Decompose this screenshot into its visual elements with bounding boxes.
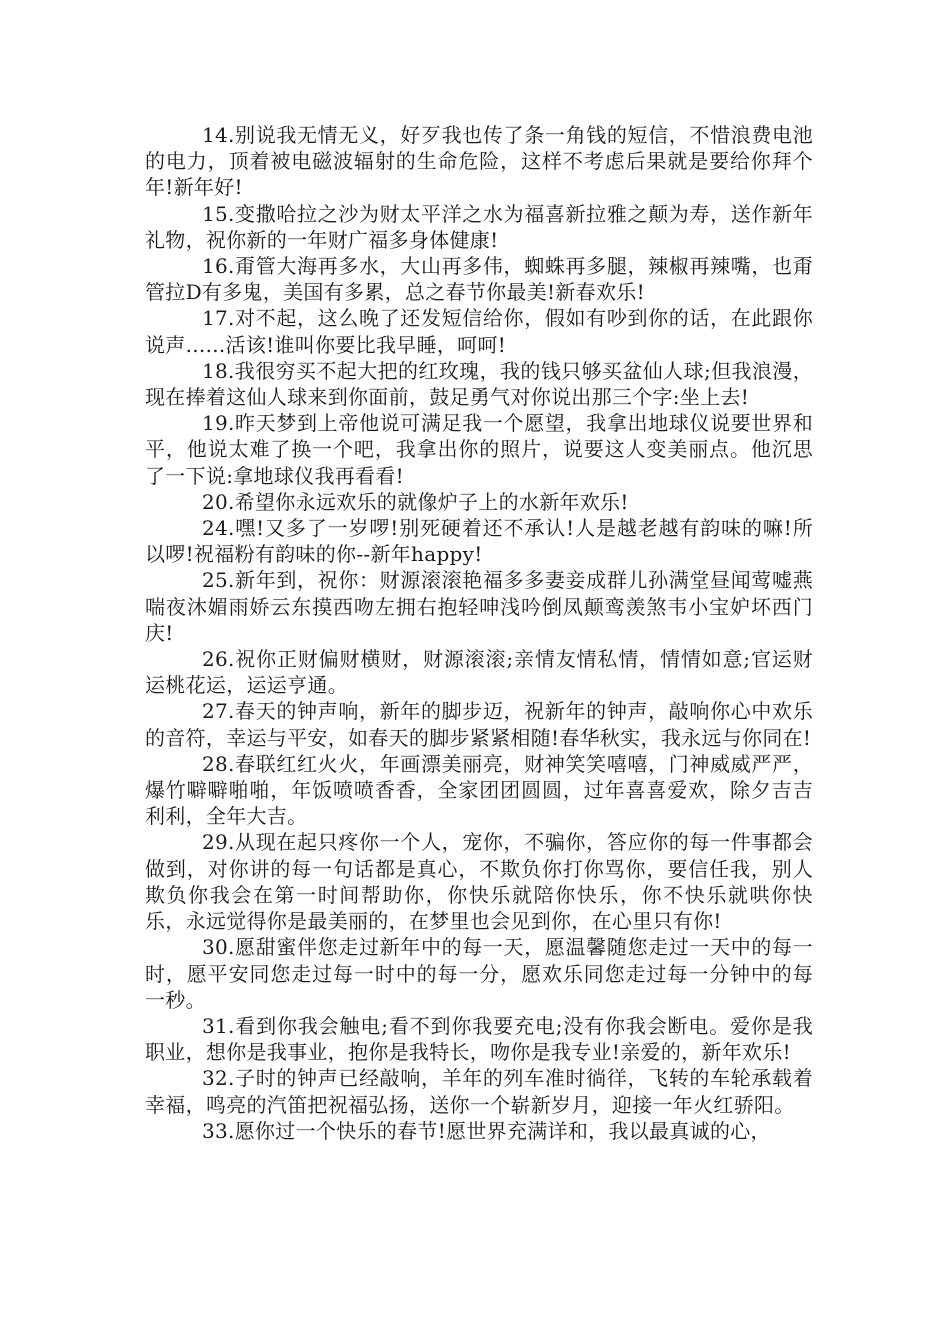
paragraph-29: 29.从现在起只疼你一个人，宠你，不骗你，答应你的每一件事都会做到，对你讲的每一句话都是真心，不欺负你打你骂你，要信任我，别人欺负你我会在第一时间帮助你，你快乐就陪你快乐，你不快乐就哄你快乐，永远觉得你是最美丽的，在梦里也会见到你，在心里只有你! [145,830,813,934]
paragraph-17: 17.对不起，这么晚了还发短信给你，假如有吵到你的话，在此跟你说声......活该!谁叫你要比我早睡，呵呵! [145,306,813,357]
paragraph-26: 26.祝你正财偏财横财，财源滚滚;亲情友情私情，情情如意;官运财运桃花运，运运亨通。 [145,647,813,698]
paragraph-19: 19.昨天梦到上帝他说可满足我一个愿望，我拿出地球仪说要世界和平，他说太难了换一个吧，我拿出你的照片，说要这人变美丽点。他沉思了一下说:拿地球仪我再看看! [145,411,813,488]
paragraph-28: 28.春联红红火火，年画漂美丽亮，财神笑笑嘻嘻，门神威威严严，爆竹噼噼啪啪，年饭喷喷香香，全家团团圆圆，过年喜喜爱欢，除夕吉吉利利，全年大吉。 [145,751,813,829]
paragraph-33: 33.愿你过一个快乐的春节!愿世界充满详和，我以最真诚的心， [202,1118,771,1143]
paragraph-32: 32.子时的钟声已经敲响，羊年的列车准时徜徉，飞转的车轮承载着幸福，鸣亮的汽笛把祝福弘扬，送你一个崭新岁月，迎接一年火红骄阳。 [145,1066,813,1117]
paragraph-18: 18.我很穷买不起大把的红玫瑰，我的钱只够买盆仙人球;但我浪漫，现在捧着这仙人球来到你面前，鼓足勇气对你说出那三个字:坐上去! [145,358,813,410]
paragraph-27: 27.春天的钟声响，新年的脚步迈，祝新年的钟声，敲响你心中欢乐的音符，幸运与平安，如春天的脚步紧紧相随!春华秋实，我永远与你同在! [145,699,813,750]
paragraph-25: 25.新年到，祝你：财源滚滚艳福多多妻妾成群儿孙满堂昼闻莺嘘燕喘夜沐媚雨娇云东摸西吻左拥右抱轻呻浅吟倒凤颠鸾羡煞韦小宝妒坏西门庆! [145,568,813,645]
paragraph-30: 30.愿甜蜜伴您走过新年中的每一天，愿温馨随您走过一天中的每一时，愿平安同您走过每一时中的每一分，愿欢乐同您走过每一分钟中的每一秒。 [145,935,813,1012]
paragraph-15: 15.变撒哈拉之沙为财太平洋之水为福喜新拉雅之颠为寿，送作新年礼物，祝你新的一年财广福多身体健康! [145,201,813,252]
document-body [145,122,813,1144]
paragraph-20: 20.希望你永远欢乐的就像炉子上的水新年欢乐! [202,489,629,514]
paragraph-31: 31.看到你我会触电;看不到你我要充电;没有你我会断电。爱你是我职业，想你是我事业，抱你是我特长，吻你是我专业!亲爱的，新年欢乐! [145,1013,813,1065]
paragraph-14: 14.别说我无情无义，好歹我也传了条一角钱的短信，不惜浪费电池的电力，顶着被电磁波辐射的生命危险，这样不考虑后果就是要给你拜个年!新年好! [145,123,813,200]
paragraph-16: 16.甭管大海再多水，大山再多伟，蜘蛛再多腿，辣椒再辣嘴，也甭管拉D有多鬼，美国有多累，总之春节你最美!新春欢乐! [145,254,813,305]
paragraph-24: 24.嘿!又多了一岁啰!别死硬着还不承认!人是越老越有韵味的嘛!所以啰!祝福粉有韵味的你--新年happy! [145,516,813,567]
